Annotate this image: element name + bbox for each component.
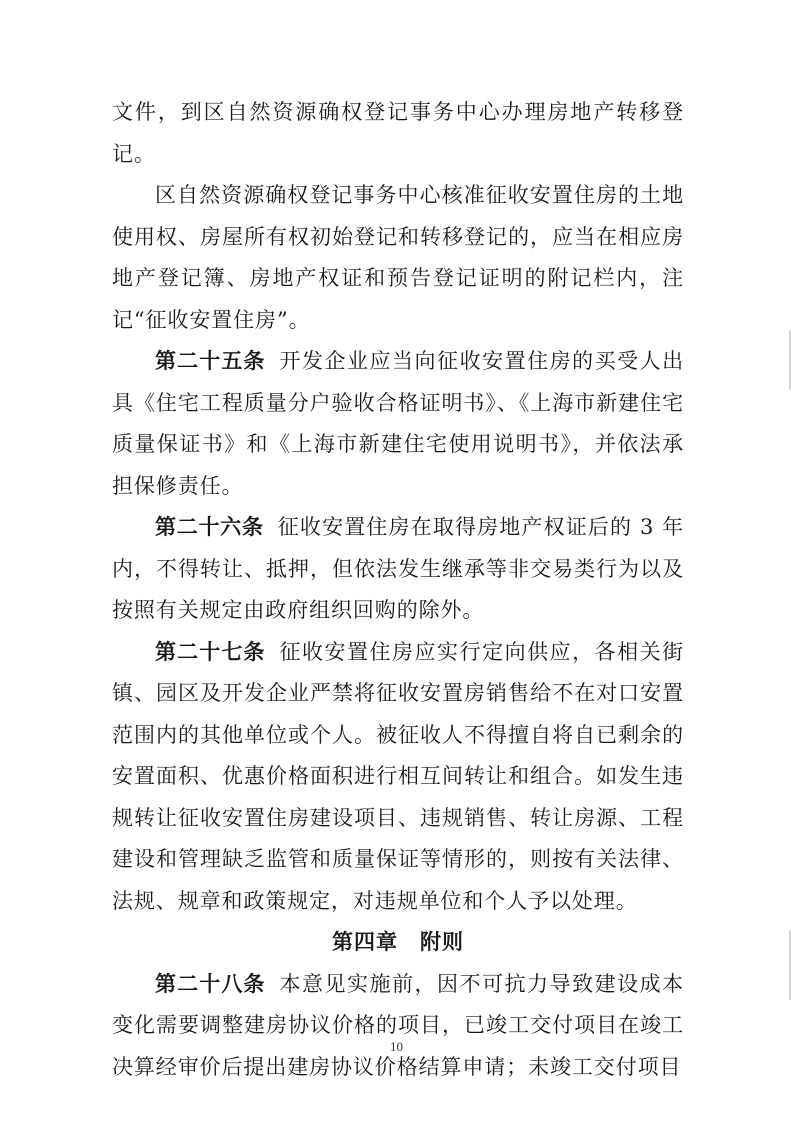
article-26 — [112, 507, 684, 632]
article-text: 开发企业应当向征收安置住房的买受人出具《住宅工程质量分户验收合格证明书》、《上海市新建住宅质量保证书》和《上海市新建住宅使用说明书》，并依法承担保修责任。 — [112, 349, 685, 498]
article-28 — [112, 964, 684, 1089]
chapter-heading: 第四章 附则 — [332, 930, 464, 954]
paragraph-text: 文件，到区自然资源确权登记事务中心办理房地产转移登记。 — [112, 100, 684, 166]
scan-edge-mark — [789, 930, 791, 1000]
article-text: 征收安置住房应实行定向供应，各相关街镇、园区及开发企业严禁将征收安置房销售给不在对口安置范围内的其他单位或个人。被征收人不得擅自将自已剩余的安置面积、优惠价格面积进行相互间转让和组合。如发生违规转让征收安置住房建设项目、违规销售、转让房源、工程建设和管理缺乏监管和质量保证等情形的，则按有关法律、法规、规章和政策规定，对违规单位和个人予以处理。 — [112, 639, 685, 913]
article-25 — [112, 341, 684, 507]
article-27 — [112, 632, 684, 923]
paragraph-continuation — [112, 92, 684, 175]
page-number: 10 — [390, 1039, 403, 1054]
document-body — [112, 92, 684, 1088]
article-number: 第二十五条 — [155, 349, 266, 373]
article-number: 第二十六条 — [155, 515, 264, 539]
paragraph-text: 区自然资源确权登记事务中心核准征收安置住房的土地使用权、房屋所有权初始登记和转移登记的，应当在相应房地产登记簿、房地产权证和预告登记证明的附记栏内，注记“征收安置住房”。 — [112, 183, 684, 332]
article-text: 征收安置住房在取得房地产权证后的 3 年内，不得转让、抵押，但依法发生继承等非交易类行为以及按照有关规定由政府组织回购的除外。 — [112, 515, 684, 622]
article-text: 本意见实施前，因不可抗力导致建设成本变化需要调整建房协议价格的项目，已竣工交付项目在竣工决算经审价后提出建房协议价格结算申请；未竣工交付项目 — [112, 971, 685, 1079]
article-number: 第二十七条 — [155, 639, 266, 664]
scan-edge-mark — [789, 330, 791, 390]
paragraph-registration-note — [112, 175, 684, 341]
article-number: 第二十八条 — [155, 971, 266, 996]
